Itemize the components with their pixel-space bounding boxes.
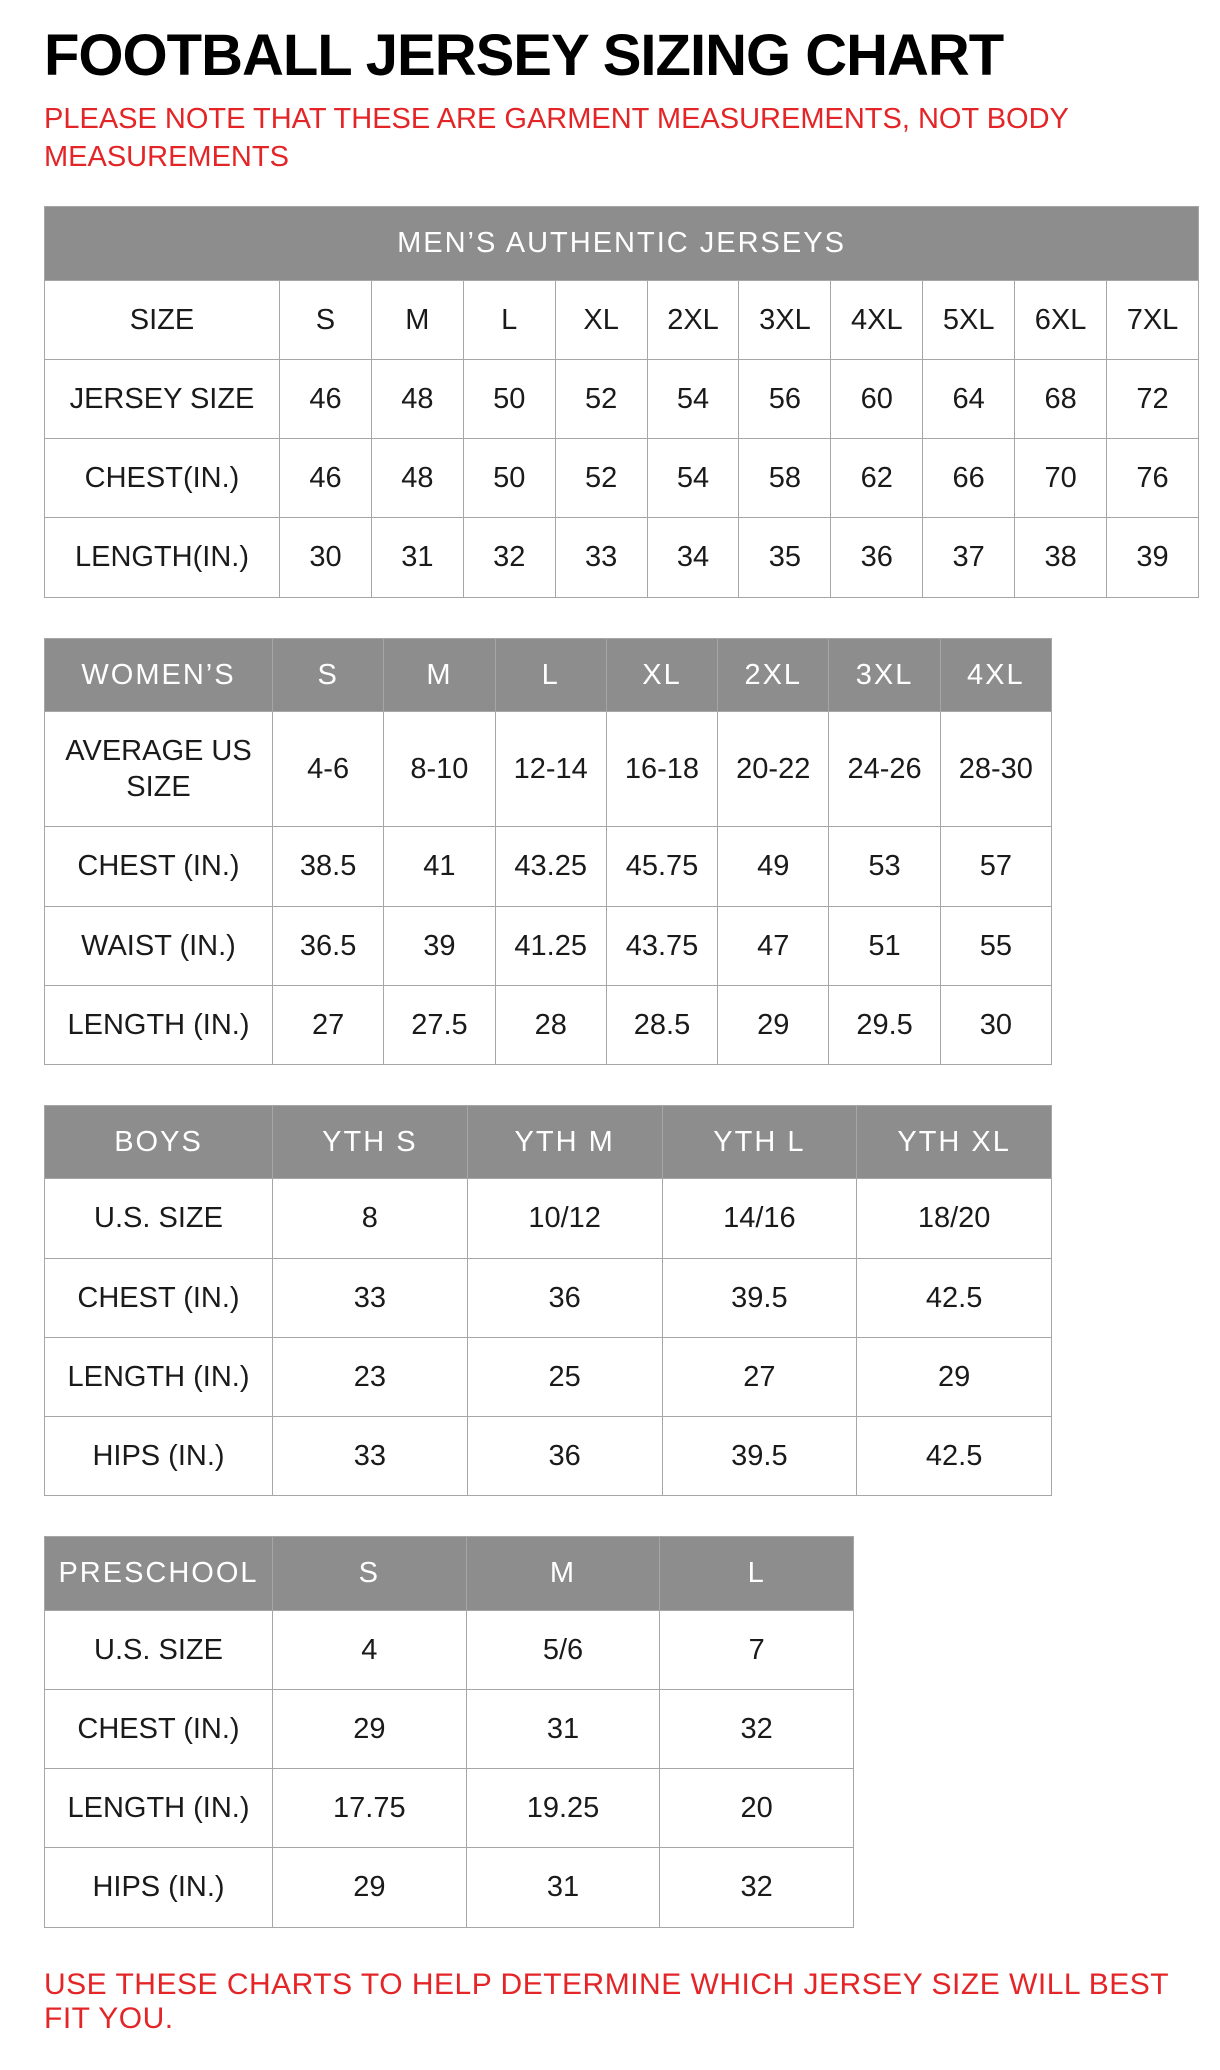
cell-value: 39.5: [662, 1258, 857, 1337]
table-row: [45, 1610, 854, 1689]
cell-value: 62: [831, 439, 923, 518]
cell-value: 32: [463, 518, 555, 597]
row-label: AVERAGE US SIZE: [45, 711, 273, 827]
column-header: 3XL: [829, 638, 940, 711]
cell-value: 6XL: [1015, 280, 1107, 359]
cell-value: 33: [555, 518, 647, 597]
cell-value: 4XL: [831, 280, 923, 359]
preschool-table-header: [45, 1537, 854, 1610]
column-header: YTH M: [467, 1106, 662, 1179]
cell-value: 39: [384, 906, 495, 985]
cell-value: L: [463, 280, 555, 359]
cell-value: 19.25: [466, 1769, 660, 1848]
cell-value: 31: [371, 518, 463, 597]
cell-value: XL: [555, 280, 647, 359]
cell-value: 41: [384, 827, 495, 906]
cell-value: 17.75: [273, 1769, 467, 1848]
cell-value: 39: [1107, 518, 1199, 597]
cell-value: 54: [647, 359, 739, 438]
row-label: U.S. SIZE: [45, 1179, 273, 1258]
table-row: [45, 359, 1199, 438]
cell-value: 57: [940, 827, 1051, 906]
boys-table: [44, 1105, 1052, 1496]
row-label: LENGTH (IN.): [45, 985, 273, 1064]
table-row: [45, 1769, 854, 1848]
cell-value: 5/6: [466, 1610, 660, 1689]
table-row: [45, 1848, 854, 1927]
cell-value: 47: [718, 906, 829, 985]
table-row: [45, 518, 1199, 597]
womens-table: [44, 638, 1052, 1066]
cell-value: 43.25: [495, 827, 606, 906]
cell-value: 28.5: [606, 985, 717, 1064]
cell-value: 10/12: [467, 1179, 662, 1258]
womens-table-body: [45, 711, 1052, 1064]
column-header: PRESCHOOL: [45, 1537, 273, 1610]
cell-value: 53: [829, 827, 940, 906]
cell-value: 33: [273, 1258, 468, 1337]
header-row: [45, 1537, 854, 1610]
womens-table-header: [45, 638, 1052, 711]
cell-value: 23: [273, 1337, 468, 1416]
cell-value: 27: [273, 985, 384, 1064]
cell-value: 31: [466, 1848, 660, 1927]
cell-value: 66: [923, 439, 1015, 518]
footer-note: USE THESE CHARTS TO HELP DETERMINE WHICH JERSEY SIZE WILL BEST FIT YOU.: [44, 1967, 1169, 2035]
cell-value: 36: [831, 518, 923, 597]
row-label: CHEST(IN.): [45, 439, 280, 518]
cell-value: 46: [280, 439, 372, 518]
row-label: LENGTH(IN.): [45, 518, 280, 597]
column-header: 2XL: [718, 638, 829, 711]
cell-value: 60: [831, 359, 923, 438]
row-label: HIPS (IN.): [45, 1848, 273, 1927]
row-label: U.S. SIZE: [45, 1610, 273, 1689]
cell-value: 50: [463, 439, 555, 518]
cell-value: 8: [273, 1179, 468, 1258]
row-label: HIPS (IN.): [45, 1417, 273, 1496]
cell-value: 42.5: [857, 1258, 1052, 1337]
cell-value: 34: [647, 518, 739, 597]
cell-value: 20: [660, 1769, 854, 1848]
cell-value: 55: [940, 906, 1051, 985]
table-row: [45, 1689, 854, 1768]
cell-value: 27.5: [384, 985, 495, 1064]
cell-value: 36: [467, 1258, 662, 1337]
table-row: [45, 1258, 1052, 1337]
column-header: L: [495, 638, 606, 711]
cell-value: 56: [739, 359, 831, 438]
cell-value: 49: [718, 827, 829, 906]
cell-value: 36: [467, 1417, 662, 1496]
page-title: FOOTBALL JERSEY SIZING CHART: [44, 23, 1004, 88]
row-label: CHEST (IN.): [45, 1689, 273, 1768]
cell-value: 28-30: [940, 711, 1051, 827]
cell-value: S: [280, 280, 372, 359]
cell-value: 32: [660, 1848, 854, 1927]
cell-value: 36.5: [273, 906, 384, 985]
cell-value: 45.75: [606, 827, 717, 906]
table-row: [45, 439, 1199, 518]
header-row: [45, 1106, 1052, 1179]
table-row: [45, 985, 1052, 1064]
table-row: [45, 280, 1199, 359]
cell-value: 25: [467, 1337, 662, 1416]
cell-value: 38: [1015, 518, 1107, 597]
cell-value: 39.5: [662, 1417, 857, 1496]
cell-value: 31: [466, 1689, 660, 1768]
cell-value: 50: [463, 359, 555, 438]
cell-value: 30: [940, 985, 1051, 1064]
cell-value: 8-10: [384, 711, 495, 827]
table-row: [45, 906, 1052, 985]
mens-table-title: MEN’S AUTHENTIC JERSEYS: [45, 207, 1199, 280]
measurements-note: PLEASE NOTE THAT THESE ARE GARMENT MEASUREMENTS, NOT BODY MEASUREMENTS: [44, 102, 1069, 173]
cell-value: 29: [273, 1689, 467, 1768]
column-header: XL: [606, 638, 717, 711]
cell-value: 29: [718, 985, 829, 1064]
boys-table-body: [45, 1179, 1052, 1496]
cell-value: 16-18: [606, 711, 717, 827]
cell-value: 32: [660, 1689, 854, 1768]
cell-value: 70: [1015, 439, 1107, 518]
row-label: CHEST (IN.): [45, 1258, 273, 1337]
cell-value: 54: [647, 439, 739, 518]
cell-value: 5XL: [923, 280, 1015, 359]
cell-value: 42.5: [857, 1417, 1052, 1496]
column-header: M: [466, 1537, 660, 1610]
cell-value: 4: [273, 1610, 467, 1689]
cell-value: 41.25: [495, 906, 606, 985]
mens-table-body: [45, 280, 1199, 597]
preschool-table-body: [45, 1610, 854, 1927]
cell-value: 43.75: [606, 906, 717, 985]
header-row: [45, 207, 1199, 280]
cell-value: 68: [1015, 359, 1107, 438]
header-row: [45, 638, 1052, 711]
row-label: LENGTH (IN.): [45, 1769, 273, 1848]
column-header: 4XL: [940, 638, 1051, 711]
cell-value: 29: [273, 1848, 467, 1927]
table-row: [45, 1337, 1052, 1416]
cell-value: 4-6: [273, 711, 384, 827]
cell-value: 2XL: [647, 280, 739, 359]
mens-table-header: [45, 207, 1199, 280]
row-label: SIZE: [45, 280, 280, 359]
column-header: BOYS: [45, 1106, 273, 1179]
cell-value: 18/20: [857, 1179, 1052, 1258]
table-row: [45, 827, 1052, 906]
cell-value: 14/16: [662, 1179, 857, 1258]
cell-value: 58: [739, 439, 831, 518]
cell-value: 48: [371, 359, 463, 438]
cell-value: 76: [1107, 439, 1199, 518]
column-header: WOMEN’S: [45, 638, 273, 711]
cell-value: 52: [555, 439, 647, 518]
row-label: CHEST (IN.): [45, 827, 273, 906]
cell-value: 12-14: [495, 711, 606, 827]
column-header: YTH S: [273, 1106, 468, 1179]
cell-value: 37: [923, 518, 1015, 597]
cell-value: 29.5: [829, 985, 940, 1064]
boys-table-header: [45, 1106, 1052, 1179]
cell-value: 28: [495, 985, 606, 1064]
column-header: M: [384, 638, 495, 711]
cell-value: M: [371, 280, 463, 359]
column-header: S: [273, 1537, 467, 1610]
row-label: LENGTH (IN.): [45, 1337, 273, 1416]
table-row: [45, 711, 1052, 827]
cell-value: 7XL: [1107, 280, 1199, 359]
row-label: WAIST (IN.): [45, 906, 273, 985]
cell-value: 46: [280, 359, 372, 438]
column-header: S: [273, 638, 384, 711]
column-header: YTH L: [662, 1106, 857, 1179]
cell-value: 52: [555, 359, 647, 438]
column-header: YTH XL: [857, 1106, 1052, 1179]
cell-value: 48: [371, 439, 463, 518]
cell-value: 64: [923, 359, 1015, 438]
cell-value: 30: [280, 518, 372, 597]
cell-value: 33: [273, 1417, 468, 1496]
cell-value: 51: [829, 906, 940, 985]
cell-value: 27: [662, 1337, 857, 1416]
table-row: [45, 1179, 1052, 1258]
cell-value: 72: [1107, 359, 1199, 438]
mens-jerseys-table: [44, 206, 1199, 597]
cell-value: 24-26: [829, 711, 940, 827]
cell-value: 7: [660, 1610, 854, 1689]
cell-value: 29: [857, 1337, 1052, 1416]
preschool-table: [44, 1536, 854, 1927]
cell-value: 20-22: [718, 711, 829, 827]
row-label: JERSEY SIZE: [45, 359, 280, 438]
column-header: L: [660, 1537, 854, 1610]
cell-value: 38.5: [273, 827, 384, 906]
cell-value: 35: [739, 518, 831, 597]
table-row: [45, 1417, 1052, 1496]
cell-value: 3XL: [739, 280, 831, 359]
